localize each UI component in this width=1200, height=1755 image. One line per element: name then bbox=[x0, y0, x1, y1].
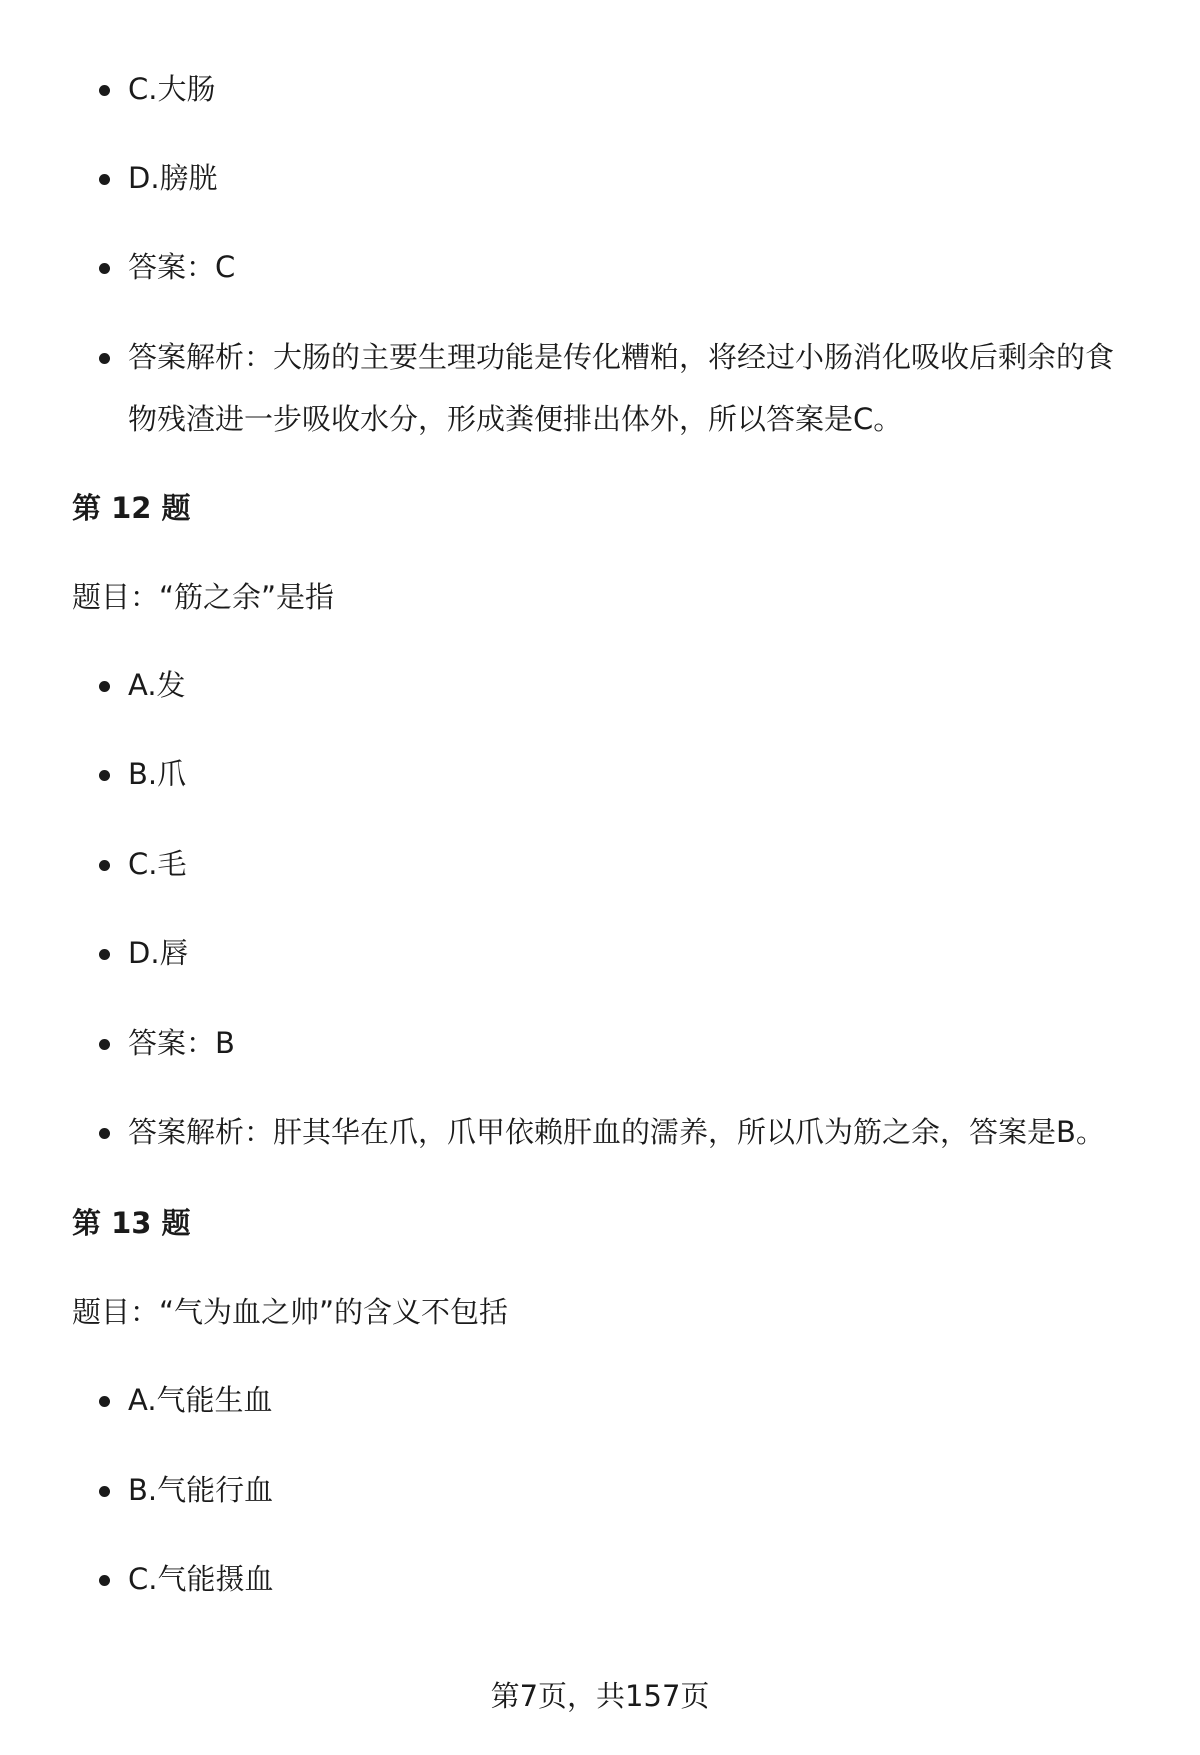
q12-heading: 第 12 题 bbox=[72, 491, 191, 525]
q12-option-b: B.爪 bbox=[128, 743, 1138, 805]
q11-option-d: D.膀胱 bbox=[128, 147, 1138, 209]
q11-answer: 答案：C bbox=[128, 236, 1138, 298]
q12-explanation: 答案解析：肝其华在爪，爪甲依赖肝血的濡养，所以爪为筋之余，答案是B。 bbox=[128, 1101, 1138, 1163]
q12-answer: 答案：B bbox=[128, 1012, 1138, 1074]
page-number-footer: 第7页，共157页 bbox=[490, 1679, 710, 1713]
q12-option-a: A.发 bbox=[128, 654, 1138, 716]
q12-question: 题目：“筋之余”是指 bbox=[72, 580, 335, 614]
q12-option-c: C.毛 bbox=[128, 833, 1138, 895]
q13-heading: 第 13 题 bbox=[72, 1206, 191, 1240]
q13-question: 题目：“气为血之帅”的含义不包括 bbox=[72, 1295, 509, 1329]
q11-explanation: 答案解析：大肠的主要生理功能是传化糟粕，将经过小肠消化吸收后剩余的食物残渣进一步吸收水分，形成粪便排出体外，所以答案是C。 bbox=[128, 326, 1138, 450]
q13-option-c: C.气能摄血 bbox=[128, 1548, 1138, 1610]
q13-option-a: A.气能生血 bbox=[128, 1369, 1138, 1431]
q13-option-b: B.气能行血 bbox=[128, 1459, 1138, 1521]
q12-option-d: D.唇 bbox=[128, 922, 1138, 984]
q11-option-c: C.大肠 bbox=[128, 58, 1138, 120]
